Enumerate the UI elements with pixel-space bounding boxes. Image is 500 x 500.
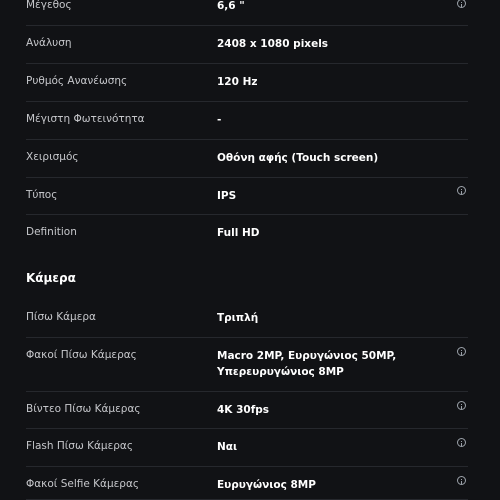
spec-row-type	[26, 177, 468, 215]
spec-row-selfie-lenses	[26, 466, 468, 500]
spec-value: 2408 x 1080 pixels	[217, 38, 329, 50]
spec-value: Οθόνη αφής (Touch screen)	[217, 152, 379, 164]
info-icon[interactable]	[457, 186, 466, 195]
spec-label: Μέγεθος	[26, 0, 72, 11]
info-icon[interactable]	[457, 438, 466, 447]
spec-row-definition	[26, 214, 468, 252]
spec-row-resolution	[26, 25, 468, 64]
spec-value: 120 Hz	[217, 76, 258, 88]
spec-label: Φακοί Selfie Κάμερας	[26, 478, 140, 490]
spec-value: 6,6 "	[217, 0, 245, 12]
spec-label: Τύπος	[26, 189, 58, 201]
spec-row-max-brightness	[26, 101, 468, 140]
spec-label: Definition	[26, 226, 77, 238]
spec-row-size	[26, 0, 468, 26]
info-icon[interactable]	[457, 476, 466, 485]
spec-label: Χειρισμός	[26, 151, 79, 163]
spec-label: Ανάλυση	[26, 37, 72, 49]
spec-label: Ρυθμός Ανανέωσης	[26, 75, 128, 87]
spec-value: 4K 30fps	[217, 404, 270, 416]
spec-row-refresh-rate	[26, 63, 468, 102]
spec-label: Φακοί Πίσω Κάμερας	[26, 349, 137, 361]
spec-value: Full HD	[217, 227, 260, 239]
spec-row-rear-video	[26, 391, 468, 429]
spec-row-rear-lenses	[26, 337, 468, 392]
info-icon[interactable]	[457, 0, 466, 8]
info-icon[interactable]	[457, 347, 466, 356]
section-heading: Κάμερα	[26, 271, 76, 285]
spec-row-rear-flash	[26, 428, 468, 467]
spec-label: Μέγιστη Φωτεινότητα	[26, 113, 145, 125]
spec-value: Ναι	[217, 441, 238, 453]
spec-label: Flash Πίσω Κάμερας	[26, 440, 133, 452]
info-icon[interactable]	[457, 401, 466, 410]
spec-row-controls	[26, 139, 468, 178]
spec-label: Πίσω Κάμερα	[26, 311, 96, 323]
spec-value: Macro 2MP, Ευρυγώνιος 50MP,	[217, 350, 397, 362]
spec-value: -	[217, 114, 222, 126]
spec-value: Ευρυγώνιος 8MP	[217, 479, 316, 491]
spec-value: Τριπλή	[217, 312, 259, 324]
spec-value-line2: Υπερευρυγώνιος 8MP	[217, 366, 344, 378]
spec-value: IPS	[217, 190, 237, 202]
spec-label: Βίντεο Πίσω Κάμερας	[26, 403, 141, 415]
spec-row-rear-camera	[26, 299, 468, 338]
